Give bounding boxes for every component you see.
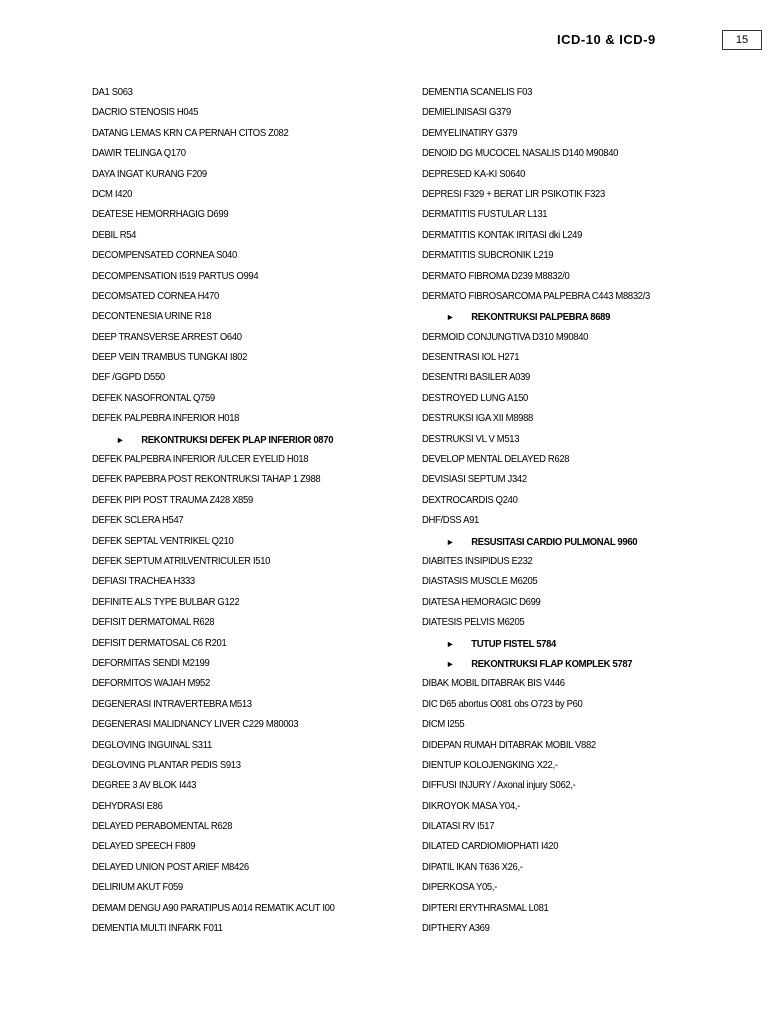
diagnosis-entry — [422, 207, 738, 227]
entry-text: DEFEK PALPEBRA INFERIOR /ULCER EYELID H018 — [92, 454, 309, 466]
entry-text: DHF/DSS A91 — [422, 515, 479, 527]
diagnosis-entry — [422, 167, 738, 187]
entry-text: DEFORMITAS SENDI M2199 — [92, 657, 210, 669]
entry-text: DESENTRASI IOL H271 — [422, 352, 520, 364]
diagnosis-entry — [92, 839, 390, 859]
entry-text: DEMIELINISASI G379 — [422, 107, 511, 119]
page-title: ICD-10 & ICD-9 — [557, 32, 656, 47]
entry-text: DIPERKOSA Y05,- — [422, 882, 497, 894]
diagnosis-entry — [92, 636, 390, 656]
diagnosis-entry — [422, 146, 738, 166]
entry-text: DIKROYOK MASA Y04,- — [422, 800, 520, 812]
entry-text: DIENTUP KOLOJENGKING X22,- — [422, 759, 558, 771]
diagnosis-entry — [92, 534, 390, 554]
diagnosis-entry — [92, 370, 390, 390]
entry-text: DEMENTIA SCANELIS F03 — [422, 87, 533, 98]
entry-text: DEFINITE ALS TYPE BULBAR G122 — [92, 596, 240, 608]
entry-text: DEHYDRASI E86 — [92, 800, 163, 812]
diagnosis-entry — [422, 432, 738, 452]
diagnosis-entry — [92, 105, 390, 125]
entry-text: DILATED CARDIOMIOPHATI I420 — [422, 841, 559, 853]
diagnosis-entry — [92, 697, 390, 717]
diagnosis-entry — [92, 309, 390, 329]
diagnosis-entry — [92, 758, 390, 778]
entry-text: DIATESA HEMORAGIC D699 — [422, 596, 541, 608]
diagnosis-entry — [92, 228, 390, 248]
diagnosis-entry — [92, 207, 390, 227]
arrow-bullet-icon: ► — [446, 658, 455, 669]
diagnosis-entry — [92, 615, 390, 635]
diagnosis-entry — [422, 391, 738, 411]
entry-text: DIATESIS PELVIS M6205 — [422, 617, 525, 629]
entry-text: DELAYED SPEECH F809 — [92, 841, 196, 853]
diagnosis-entry — [422, 676, 738, 696]
entry-text: DEFEK PIPI POST TRAUMA Z428 X859 — [92, 494, 253, 506]
entry-text: DEGLOVING INGUINAL S311 — [92, 739, 212, 751]
entry-text: DERMATO FIBROMA D239 M8832/0 — [422, 270, 570, 282]
diagnosis-entry — [422, 595, 738, 615]
entry-text: DECOMPENSATION I519 PARTUS O994 — [92, 270, 259, 282]
diagnosis-entry — [422, 799, 738, 819]
diagnosis-entry — [92, 126, 390, 146]
entry-text: DIFFUSI INJURY / Axonal injury S062,- — [422, 780, 576, 792]
diagnosis-entry — [92, 676, 390, 696]
diagnosis-entry — [92, 921, 390, 941]
diagnosis-entry — [92, 350, 390, 370]
diagnosis-entry — [92, 146, 390, 166]
entry-text: DESTROYED LUNG A150 — [422, 392, 528, 404]
entry-text: DEFEK PALPEBRA INFERIOR H018 — [92, 413, 240, 425]
diagnosis-entry — [422, 493, 738, 513]
entry-text: DEFEK SEPTUM ATRILVENTRICULER I510 — [92, 555, 271, 567]
diagnosis-entry — [92, 880, 390, 900]
diagnosis-entry — [422, 554, 738, 574]
entry-text: DERMATO FIBROSARCOMA PALPEBRA C443 M8832/3 — [422, 290, 651, 302]
entry-text: REKONTRUKSI FLAP KOMPLEK 5787 — [471, 658, 633, 670]
entry-text: DERMATITIS SUBCRONIK L219 — [422, 250, 554, 262]
diagnosis-entry — [422, 738, 738, 758]
entry-text: DIPTERI ERYTHRASMAL L081 — [422, 902, 549, 914]
diagnosis-entry — [422, 269, 738, 289]
entry-text: DEEP VEIN TRAMBUS TUNGKAI I802 — [92, 352, 248, 364]
diagnosis-entry — [422, 330, 738, 350]
entry-text: DEFISIT DERMATOSAL C6 R201 — [92, 637, 227, 649]
diagnosis-entry — [422, 921, 738, 941]
diagnosis-entry — [92, 330, 390, 350]
entry-text: DEGLOVING PLANTAR PEDIS S913 — [92, 759, 241, 771]
diagnosis-entry — [92, 738, 390, 758]
diagnosis-entry — [92, 85, 390, 105]
entry-text: DEFIASI TRACHEA H333 — [92, 576, 195, 588]
entry-text: DEMENTIA MULTI INFARK F011 — [92, 923, 223, 935]
entry-text: REKONTRUKSI PALPEBRA 8689 — [471, 312, 611, 324]
entry-text: DIABITES INSIPIDUS E232 — [422, 555, 533, 567]
entry-text: DEPRESED KA-KI S0640 — [422, 168, 526, 180]
diagnosis-entry — [92, 656, 390, 676]
diagnosis-entry — [92, 819, 390, 839]
diagnosis-entry — [422, 187, 738, 207]
left-column — [92, 85, 412, 941]
entry-text: DERMATITIS FUSTULAR L131 — [422, 209, 548, 221]
diagnosis-entry — [422, 778, 738, 798]
diagnosis-entry — [422, 289, 738, 309]
entry-text: DEGENERASI MALIDNANCY LIVER C229 M80003 — [92, 719, 299, 731]
entry-text: DIBAK MOBIL DITABRAK BIS V446 — [422, 678, 565, 690]
entry-text: DEMAM DENGU A90 PARATIPUS A014 REMATIK ACUT I00 — [92, 902, 335, 914]
diagnosis-entry — [92, 799, 390, 819]
entry-text: DATANG LEMAS KRN CA PERNAH CITOS Z082 — [92, 127, 289, 139]
diagnosis-entry — [422, 717, 738, 737]
procedure-entry — [422, 636, 738, 656]
entry-text: DERMOID CONJUNGTIVA D310 M90840 — [422, 331, 589, 343]
entry-text: DEATESE HEMORRHAGIG D699 — [92, 209, 229, 221]
diagnosis-entry — [92, 595, 390, 615]
entry-text: DEEP TRANSVERSE ARREST O640 — [92, 331, 242, 343]
diagnosis-entry — [92, 778, 390, 798]
diagnosis-entry — [422, 697, 738, 717]
diagnosis-entry — [92, 860, 390, 880]
entry-text: DEBIL R54 — [92, 229, 137, 241]
diagnosis-entry — [92, 187, 390, 207]
entry-text: DELAYED PERABOMENTAL R628 — [92, 821, 233, 833]
procedure-entry — [422, 534, 738, 554]
diagnosis-entry — [92, 574, 390, 594]
arrow-bullet-icon: ► — [116, 434, 125, 445]
entry-text: DEFORMITOS WAJAH M952 — [92, 678, 210, 690]
entry-text: DESTRUKSI VL V M513 — [422, 433, 520, 445]
entry-text: DEMYELINATIRY G379 — [422, 127, 518, 139]
entry-text: DAYA INGAT KURANG F209 — [92, 168, 207, 180]
entry-text: DIDEPAN RUMAH DITABRAK MOBIL V882 — [422, 739, 596, 751]
page-header — [0, 28, 768, 56]
diagnosis-entry — [422, 901, 738, 921]
entry-text: DEXTROCARDIS Q240 — [422, 494, 518, 506]
entry-text: DEVELOP MENTAL DELAYED R628 — [422, 454, 570, 466]
diagnosis-entry — [422, 472, 738, 492]
diagnosis-entry — [422, 574, 738, 594]
procedure-entry — [422, 656, 738, 676]
diagnosis-entry — [422, 248, 738, 268]
entry-text: DESENTRI BASILER A039 — [422, 372, 530, 384]
diagnosis-entry — [92, 717, 390, 737]
entry-text: DACRIO STENOSIS H045 — [92, 107, 199, 119]
diagnosis-entry — [422, 452, 738, 472]
entry-text: DAWIR TELINGA Q170 — [92, 148, 186, 160]
diagnosis-entry — [422, 860, 738, 880]
entry-text: DEF /GGPD D550 — [92, 372, 165, 384]
diagnosis-entry — [92, 493, 390, 513]
diagnosis-entry — [422, 880, 738, 900]
entry-text: DEPRESI F329 + BERAT LIR PSIKOTIK F323 — [422, 188, 605, 200]
diagnosis-entry — [92, 167, 390, 187]
entry-text: DIPATIL IKAN T636 X26,- — [422, 861, 523, 873]
diagnosis-entry — [92, 452, 390, 472]
procedure-entry — [92, 432, 390, 452]
entry-text: DEGREE 3 AV BLOK I443 — [92, 780, 197, 792]
diagnosis-entry — [422, 615, 738, 635]
diagnosis-entry — [92, 411, 390, 431]
entry-text: DENOID DG MUCOCEL NASALIS D140 M90840 — [422, 148, 619, 160]
diagnosis-entry — [92, 248, 390, 268]
entry-text: DEFEK SCLERA H547 — [92, 515, 184, 527]
page-number: 15 — [722, 30, 762, 50]
diagnosis-entry — [422, 758, 738, 778]
entry-text: DELIRIUM AKUT F059 — [92, 882, 183, 894]
entry-text: DIPTHERY A369 — [422, 923, 490, 935]
entry-text: DECOMPENSATED CORNEA S040 — [92, 250, 237, 262]
procedure-entry — [422, 309, 738, 329]
entry-text: DEVISIASI SEPTUM J342 — [422, 474, 527, 486]
diagnosis-entry — [92, 472, 390, 492]
diagnosis-entry — [422, 370, 738, 390]
diagnosis-entry — [92, 901, 390, 921]
diagnosis-entry — [92, 289, 390, 309]
entry-text: DEGENERASI INTRAVERTEBRA M513 — [92, 698, 252, 710]
diagnosis-entry — [422, 85, 738, 105]
diagnosis-entry — [422, 126, 738, 146]
diagnosis-entry — [92, 513, 390, 533]
entry-text: DEFEK SEPTAL VENTRIKEL Q210 — [92, 535, 234, 547]
diagnosis-entry — [422, 228, 738, 248]
entry-text: DA1 S063 — [92, 87, 133, 98]
diagnosis-entry — [422, 513, 738, 533]
entry-text: DILATASI RV I517 — [422, 821, 495, 833]
diagnosis-entry — [422, 839, 738, 859]
arrow-bullet-icon: ► — [446, 312, 455, 323]
entry-text: REKONTRUKSI DEFEK PLAP INFERIOR 0870 — [141, 434, 334, 446]
entry-text: DCM I420 — [92, 188, 133, 200]
arrow-bullet-icon: ► — [446, 638, 455, 649]
entry-text: TUTUP FISTEL 5784 — [471, 638, 556, 650]
diagnosis-entry — [92, 269, 390, 289]
entry-text: DEFEK PAPEBRA POST REKONTRUKSI TAHAP 1 Z988 — [92, 474, 321, 486]
diagnosis-entry — [422, 819, 738, 839]
entry-text: DIASTASIS MUSCLE M6205 — [422, 576, 538, 588]
diagnosis-entry — [422, 411, 738, 431]
diagnosis-entry — [92, 391, 390, 411]
entry-text: DICM I255 — [422, 719, 465, 731]
entry-text: DECONTENESIA URINE R18 — [92, 311, 212, 323]
right-column — [422, 85, 762, 941]
entry-text: RESUSITASI CARDIO PULMONAL 9960 — [471, 536, 638, 548]
entry-text: DELAYED UNION POST ARIEF M8426 — [92, 861, 249, 873]
arrow-bullet-icon: ► — [446, 536, 455, 547]
entry-text: DECOMSATED CORNEA H470 — [92, 290, 219, 302]
entry-text: DERMATITIS KONTAK IRITASI dki L249 — [422, 229, 583, 241]
entry-text: DIC D65 abortus O081 obs O723 by P60 — [422, 698, 583, 710]
diagnosis-entry — [422, 105, 738, 125]
diagnosis-entry — [92, 554, 390, 574]
entry-text: DEFEK NASOFRONTAL Q759 — [92, 392, 215, 404]
diagnosis-entry — [422, 350, 738, 370]
entry-text: DESTRUKSI IGA XII M8988 — [422, 413, 533, 425]
entry-text: DEFISIT DERMATOMAL R628 — [92, 617, 215, 629]
